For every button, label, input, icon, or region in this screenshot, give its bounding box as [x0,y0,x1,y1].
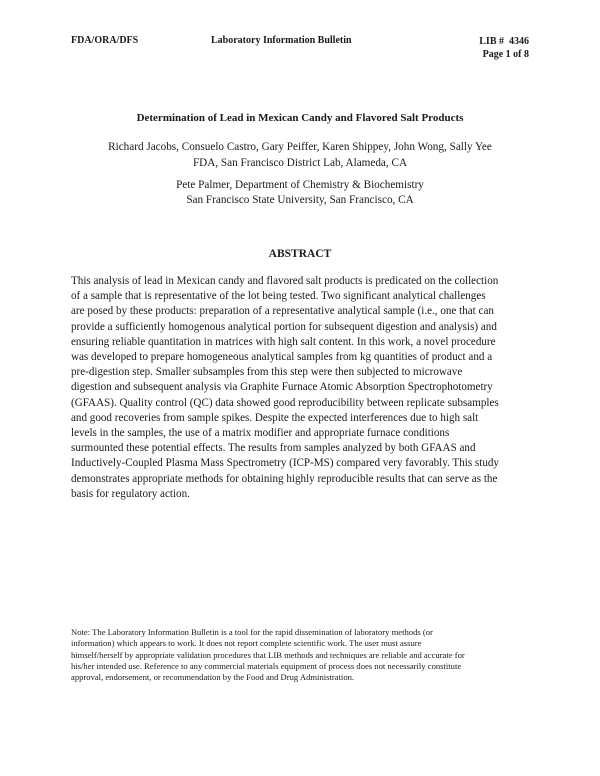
abstract-body [71,274,533,502]
abstract-line: This analysis of lead in Mexican candy and flavored salt products is predicated on the collection [71,275,499,287]
author-names: Richard Jacobs, Consuelo Castro, Gary Peiffer, Karen Shippey, John Wong, Sally Yee [108,141,492,153]
second-author-block [0,178,600,208]
header-right [479,35,529,61]
abstract-line: pre-digestion step. Smaller subsamples from this step were then subjected to microwave [71,366,463,379]
header-lib-number: LIB # 4346 [479,36,529,47]
abstract-line: surmounted these potential effects. The results from samples analyzed by both GFAAS and [71,442,476,455]
header-agency: FDA/ORA/DFS [71,35,139,46]
header-page-number: Page 1 of 8 [482,49,529,60]
page-header [71,35,529,65]
note-line: his/her intended use. Reference to any commercial materials equipment of process does not necessarily constitute [71,660,462,671]
abstract-line: (GFAAS). Quality control (QC) data showed good reproducibility between replicate subsamples [71,396,499,409]
abstract-line: demonstrates appropriate methods for obtaining highly reproducible results that can serve as the [71,472,498,485]
abstract-line: and good recoveries from sample spikes. Despite the expected interferences due to high salt [71,411,479,424]
second-author-name: Pete Palmer, Department of Chemistry & Biochemistry [176,179,424,191]
abstract-heading: ABSTRACT [268,248,332,260]
document-title: Determination of Lead in Mexican Candy and Flavored Salt Products [136,112,464,124]
abstract-line: was developed to prepare homogeneous analytical samples from kg quantities of product and a [71,351,493,364]
author-affiliation: FDA, San Francisco District Lab, Alameda, CA [192,157,408,169]
abstract-line: ensuring reliable quantitation in matrices with high salt content. In this work, a novel procedure [71,335,496,348]
abstract-line: digestion and subsequent analysis via Graphite Furnace Atomic Absorption Spectrophotometry [71,381,493,394]
note-line: Note: The Laboratory Information Bulletin is a tool for the rapid dissemination of laboratory methods (or [71,627,433,637]
abstract-line: Inductively-Coupled Plasma Mass Spectrometry (ICP-MS) compared very favorably. This study [71,457,499,470]
abstract-line: are posed by these products: preparation of a representative analytical sample (i.e., one that can [71,305,494,318]
disclaimer-note [71,627,541,683]
note-line: approval, endorsement, or recommendation by the Food and Drug Administration. [71,672,355,683]
abstract-line: basis for regulatory action. [71,487,190,500]
abstract-line: levels in the samples, the use of a matrix modifier and appropriate furnace conditions [71,427,450,440]
author-block [0,139,600,171]
note-line: information) which appears to work. It does not report complete scientific work. The user must assure [71,638,422,649]
abstract-line: of a sample that is representative of the lot being tested. Two significant analytical challenges [71,290,486,303]
header-bulletin-title: Laboratory Information Bulletin [211,35,352,46]
second-author-affiliation: San Francisco State University, San Francisco, CA [186,194,414,206]
abstract-line: provide a sufficiently homogenous analytical portion for subsequent digestion and analysis) and [71,320,497,333]
note-line: himself/herself by appropriate validation procedures that LIB methods and techniques are reliable and accurate for [71,649,465,660]
